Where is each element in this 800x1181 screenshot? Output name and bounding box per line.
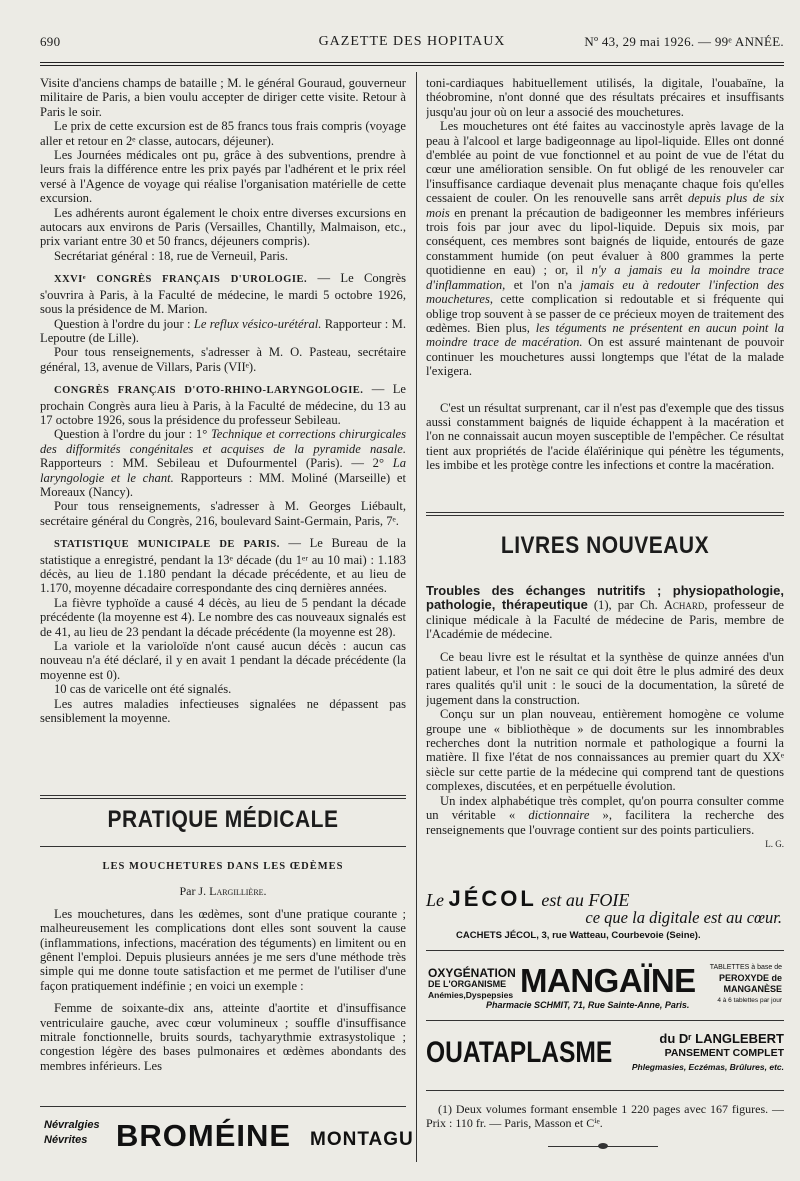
column-divider [416,72,417,1162]
article-continued-1: toni-cardiaques habituellement utilisés, la digitale, l'ouabaïne, la théobromine, n'ont donné que des résultats précaires et insuffisants jusqu'au jour où on leur a associé des mouchetures. [426,76,784,119]
ouataplasme-ad [426,1028,784,1086]
jecol-address: CACHETS JÉCOL, 3, rue Watteau, Courbevoie (Seine). [456,930,701,941]
visit-paragraph-5: Secrétariat général : 18, rue de Verneuil, Paris. [54,248,289,263]
book-review-1: Ce beau livre est le résultat et la synthèse de quinze années d'un patient labeur, et l'on ne sait ce qui doit être le plus admiré des deux rares qualités qu'il unit : le souci de la documentation, la sûreté de jugement dans la construction. [426,649,784,707]
article-title: LES MOUCHETURES DANS LES ŒDÈMES [102,861,344,872]
article-byline: Par J. Largillière. [179,884,267,899]
mangaine-line-1: OXYGÉNATION [428,966,516,980]
orl-contact: Pour tous renseignements, s'adresser à M. Georges Liébault, secrétaire général du Congrès, 216, boulevard Saint-Germain, Paris, 7ᵉ. [40,499,406,528]
mangaine-r3: 4 à 6 tablettes par jour [717,997,782,1004]
mangaine-pharmacy: Pharmacie SCHMIT, 71, Rue Sainte-Anne, Paris. [486,1000,690,1010]
urologie-question: Question à l'ordre du jour : Le reflux vésico-urétéral. Rapporteur : M. Lepoutre (de Lille). [40,316,406,345]
visit-paragraph-2: Le prix de cette excursion est de 85 francs tous frais compris (voyage aller et retour en 2ᵉ classe, autocars, déjeuner). [40,119,406,148]
mangaine-line-2: DE L'ORGANISME [428,979,507,989]
book-signature: L. G. [765,838,784,849]
bromeine-line-1: Névralgies [44,1119,100,1131]
article-paragraph-2: Femme de soixante-dix ans, atteinte d'aortite et d'insuffisance ventriculaire gauche, avec cœur volumineux ; souffle d'insuffisance mitrale fonctionnelle, bruits sourds, tachyarythmie extrasystolique ; congestion légère des bases pulmonaires et œdèmes abondants des membres inférieurs. Les [40,1001,406,1073]
mangaine-brand: MANGAÏNE [520,962,696,999]
article-continued-2: Les mouchetures ont été faites au vaccinostyle après lavage de la peau à l'alcool et large badigeonnage au lipol-liquide. Elles ont donné d'emblée au point de vue fonctionnel et au point de vue de l'état du cœur une amélioration sensible. On fut obligé de les renouveler car l'insuffisance cardiaque devenait plus menaçante chaque fois qu'elles cessaient de couler. On les renouvelle sans arrêt depuis plus de six mois en prenant la précaution de badigeonner les membres inférieurs trois fois par jour avec du lipol-liquide. Depuis six mois, par conséquent, ces membres sont baignés de liquide, entourés de gaze constamment humide (on peut évaluer à 800 grammes la perte quotidienne en eau) ; or, il n'y a jamais eu la moindre trace d'inflammation, et l'on n'a jamais eu à redouter l'infection des mouchetures, cette complication si redoutable et si fréquente qui oblige trop souvent à se passer de ce précieux moyen de traitement des œdèmes. Bien plus, les téguments ne présentent en aucun point la moindre trace de macération. On est assuré maintenant de pouvoir continuer les mouchetures aussi longtemps que l'état de la malade l'exigera. [426,119,784,379]
books-section-title: LIVRES NOUVEAUX [500,532,710,559]
urologie-contact: Pour tous renseignements, s'adresser à M. O. Pasteau, secrétaire général, 13, avenue de Villars, Paris (VIIᵉ). [40,345,406,374]
article-conclusion: C'est un résultat surprenant, car il n'est pas d'exemple que des tissus aussi constamment baignés de liquide échappent à la macération et l'on ne connaissait aucun moyen susceptible de l'empêcher. Ce résultat tient aux propriétés de l'acide élaïérinique qui pénètre les téguments, les imbibe et les protège contre les infections et contre la macération. [426,400,784,473]
stat-paragraph-4: 10 cas de varicelle ont été signalés. [54,682,232,697]
header-rule-thin [40,65,784,66]
jecol-le: Le [426,890,444,910]
stat-paragraph-3: La variole et la varioloïde n'ont causé aucun décès : aucun cas nouveau n'a été déclaré, il y en avait 1 pendant la décade précédente (la moyenne est 0). [40,639,406,682]
bromeine-brand: BROMÉINE [116,1118,292,1153]
ouataplasme-r3: Phlegmasies, Eczémas, Brûlures, etc. [631,1062,784,1072]
orl-heading: CONGRÈS FRANÇAIS D'OTO-RHINO-LARYNGOLOGIE. [54,385,364,397]
jecol-line-1: est au FOIE [536,890,630,910]
visit-paragraph-1: Visite d'anciens champs de bataille ; M. le général Gouraud, gouverneur militaire de Paris, a bien voulu accepter de diriger cette visite. Retour à Paris le soir. [40,76,406,119]
urologie-paragraph: XXVIᵉ CONGRÈS FRANÇAIS D'UROLOGIE. — Le Congrès s'ouvrira à Paris, à la Faculté de médecine, le mardi 5 octobre 1926, sous la présidence de M. Marion. [40,271,406,317]
book-entry: Troubles des échanges nutritifs ; physiopathologie, pathologie, thérapeutique (1), par Ch. Achard, professeur de clinique médicale à la Faculté de médecine de Paris, membre de l'Académie de médecine. [426,584,784,642]
bromeine-line-2: Névrites [44,1134,88,1146]
right-column [426,76,784,500]
jecol-brand: JÉCOL [448,886,537,911]
urologie-heading: XXVIᵉ CONGRÈS FRANÇAIS D'UROLOGIE. [54,274,308,286]
book-review-3: Un index alphabétique très complet, qu'on pourra consulter comme un véritable « dictionnaire », facilitera la recherche des renseignements que l'ouvrage contient sur des points particuliers. L. G. [426,794,784,837]
section-title: PRATIQUE MÉDICALE [107,806,339,833]
stat-paragraph: STATISTIQUE MUNICIPALE DE PARIS. — Le Bureau de la statistique a enregistré, pendant la 13ᵉ décade (du 1ᵉʳ au 10 mai) : 1.183 décès, au lieu de 1.180 pendant la décade précédente, et au lieu de 1.170, moyenne décadaire correspondante des cinq dernières années. [40,536,406,596]
jecol-line-2: ce que la digitale est au cœur. [585,908,782,927]
stat-paragraph-2: La fièvre typhoïde a causé 4 décès, au lieu de 5 pendant la décade précédente (la moyenne est 4). Le nombre des cas nouveaux signalés est de 41, au lieu de 23 pendant la décade précédente (la moyenne est 28). [40,595,406,639]
article-paragraph-1: Les mouchetures, dans les œdèmes, sont d'une pratique courante ; malheureusement les complications dont elles sont souvent la cause (inflammations, infections, macération des téguments) en limitent ou en gênent l'emploi. Depuis plusieurs années je me sers d'une méthode très simple qui me donne toute satisfaction et me permet de l'utiliser d'une façon pratiquement indéfinie ; en voici un exemple : [40,906,406,993]
stat-heading: STATISTIQUE MUNICIPALE DE PARIS. [54,539,280,551]
mangaine-line-3: Anémies,Dyspepsies [428,990,514,1000]
header-rule [40,62,784,63]
page-header [40,34,784,56]
footnote: (1) Deux volumes formant ensemble 1 220 pages avec 167 figures. — Prix : 110 fr. — Paris, Masson et Cⁱᵉ. [426,1102,784,1130]
ouataplasme-r1: du Dʳ LANGLEBERT [659,1031,784,1046]
visit-paragraph-3: Les Journées médicales ont pu, grâce à des subventions, prendre à leurs frais la différence entre les prix payés par l'adhérent et le prix réel versé à l'Agence de voyage qui réalise l'organisation matérielle de cette excursion. [40,148,406,206]
orl-paragraph: CONGRÈS FRANÇAIS D'OTO-RHINO-LARYNGOLOGIE. — Le prochain Congrès aura lieu à Paris, à la Faculté de médecine, du 13 au 17 octobre 1926, sous la présidence du professeur Sebileau. [40,382,406,427]
mangaine-r2: PEROXYDE de MANGANÈSE [718,973,782,994]
issue-info: Nº 43, 29 mai 1926. — 99ᵉ ANNÉE. [584,34,784,49]
book-review-2: Conçu sur un plan nouveau, entièrement homogène ce volume groupe une « bibliothèque » de documents sur les innombrables recherches dont la nutrition normale et pathologique a fourni la matière. Il fixe l'état de nos connaissances au premier quart du XXᵉ siècle sur cette partie de la médecine qui comprend tant de questions complexes, discutées, et en perpétuelle évolution. [426,707,784,794]
visit-paragraph-4: Les adhérents auront également le choix entre diverses excursions en autocars aux environs de Paris (Versailles, Chantilly, Malmaison, etc., prix variant entre 30 et 50 francs, déjeuners compris). [40,205,406,249]
page-number: 690 [40,34,61,49]
mangaine-r1: TABLETTES à base de [709,964,782,971]
stat-paragraph-5: Les autres maladies infectieuses signalées ne dépassent pas sensiblement la moyenne. [40,696,406,726]
jecol-ad [426,884,784,944]
journal-title: GAZETTE DES HOPITAUX [318,34,506,49]
left-column [40,76,406,788]
section-rule [40,795,406,799]
ouataplasme-r2: PANSEMENT COMPLET [664,1047,784,1059]
ouataplasme-brand: OUATAPLASME [426,1036,613,1069]
book-title: Troubles des échanges nutritifs ; physiopathologie, pathologie, thérapeutique [426,584,784,613]
end-ornament-dot [598,1143,608,1149]
orl-question: Question à l'ordre du jour : 1° Technique et corrections chirurgicales des difformités congénitales et acquises de la pyramide nasale. Rapporteurs : MM. Sebileau et Dufourmentel (Paris). — 2° La laryngologie et le chant. Rapporteurs : MM. Moliné (Marseille) et Moreaux (Nancy). [40,427,406,499]
bromeine-maker: MONTAGU [310,1129,414,1150]
article-left [40,860,406,1098]
books-rule [426,512,784,516]
bromeine-ad [40,1114,414,1158]
mangaine-ad [426,956,784,1012]
books-column [426,584,784,870]
